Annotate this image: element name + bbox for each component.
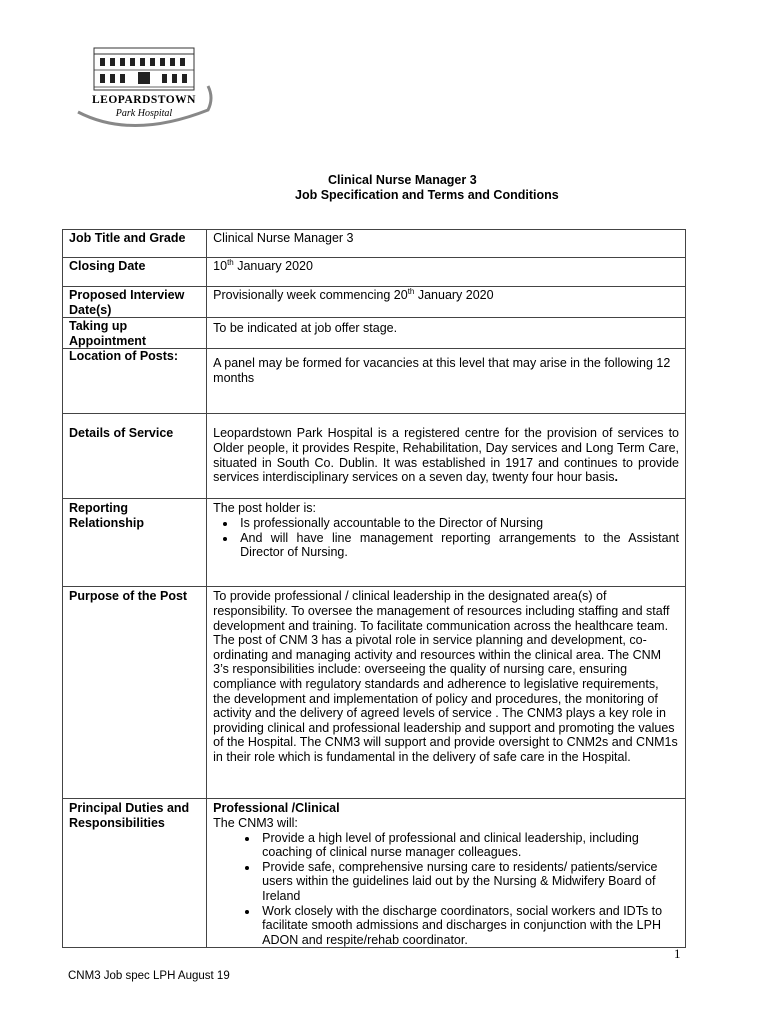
row-value-closing-date xyxy=(207,258,686,287)
hospital-logo xyxy=(72,38,214,130)
row-value-job-title: Clinical Nurse Manager 3 xyxy=(207,230,686,258)
interview-text: Provisionally week commencing 20 xyxy=(213,288,408,302)
table-row xyxy=(63,499,686,587)
list-item: • Provide safe, comprehensive nursing care to residents/ patients/service users within the guidelines laid out by the Nursing & Midwifery Board of Ireland xyxy=(259,860,679,904)
row-value-reporting xyxy=(207,499,686,587)
row-value-purpose xyxy=(207,587,686,799)
row-value-appointment: To be indicated at job offer stage. xyxy=(207,318,686,349)
logo-name: LEOPARDSTOWN xyxy=(92,94,196,106)
closing-suffix: th xyxy=(227,257,234,267)
row-label-details: Details of Service xyxy=(63,414,207,499)
logo-subname: Park Hospital xyxy=(115,108,173,119)
purpose-paragraph-2: The post of CNM 3 has a pivotal role in service planning and development, co-ordinating and managing activity and resources within the clinical area. The CNM 3’s responsibilities include: overseeing the quality of nursing care, ensuring compliance with regulatory standards and adherence to legislative requirements, the development and implementation of policy and procedures, the monitoring of activity and the delivery of agreed levels of service . The CNM3 plays a key role in providing clinical and professional leadership and support and promoting the values of the Hospital. The CNM3 will support and provide oversight to CNM2s and CNM1s in their role which is fundamental in the delivery of safe care in the Hospital. xyxy=(213,633,678,764)
table-row xyxy=(63,414,686,499)
row-value-interview xyxy=(207,287,686,318)
job-spec-table xyxy=(62,229,686,948)
row-label-job-title: Job Title and Grade xyxy=(63,230,207,258)
row-label-location: Location of Posts: xyxy=(63,349,207,414)
closing-day: 10 xyxy=(213,259,228,273)
table-row xyxy=(63,287,686,318)
row-label-purpose: Purpose of the Post xyxy=(63,587,207,799)
list-item: • Provide a high level of professional and clinical leadership, including coaching of clinical nurse manager colleagues. xyxy=(259,831,679,860)
list-item: • Is professionally accountable to the Director of Nursing xyxy=(237,516,679,531)
reporting-intro: The post holder is: xyxy=(213,501,316,516)
row-value-details xyxy=(207,414,686,499)
row-label-duties: Principal Duties and Responsibilities xyxy=(63,799,207,948)
list-item: • And will have line management reporting arrangements to the Assistant Director of Nursing. xyxy=(237,531,679,560)
details-end: . xyxy=(614,470,618,485)
row-value-location: A panel may be formed for vacancies at this level that may arise in the following 12 months xyxy=(207,349,686,414)
row-label-closing-date: Closing Date xyxy=(63,258,207,287)
document-title: Clinical Nurse Manager 3 xyxy=(328,173,477,187)
table-row xyxy=(63,230,686,258)
duties-list xyxy=(213,831,679,948)
table-row xyxy=(63,799,686,948)
purpose-paragraph-1: To provide professional / clinical leadership in the designated area(s) of responsibility. To oversee the management of resources including staffing and staff development and training. To facilitate communication across the healthcare team. xyxy=(213,589,670,633)
row-value-duties xyxy=(207,799,686,948)
row-label-reporting: Reporting Relationship xyxy=(63,499,207,587)
document-subtitle: Job Specification and Terms and Conditions xyxy=(295,188,559,202)
interview-month-year: January 2020 xyxy=(414,288,494,302)
row-label-appointment: Taking up Appointment xyxy=(63,318,207,349)
duties-intro: The CNM3 will: xyxy=(213,815,298,830)
page-number: 1 xyxy=(674,946,681,961)
list-item: • Work closely with the discharge coordinators, social workers and IDTs to facilitate smooth admissions and discharges in conjunction with the LPH ADON and respite/rehab coordinator. xyxy=(259,904,679,948)
document-title-block xyxy=(98,173,770,187)
details-text: Leopardstown Park Hospital is a registered centre for the provision of services to Older people, it provides Respite, Rehabilitation, Day services and Long Term Care, situated in South Co. Dublin. It was established in 1917 and continues to provide services interdisciplinary services on a seven day, twenty four hour basis xyxy=(213,426,679,485)
reporting-list xyxy=(213,516,679,560)
duties-heading: Professional /Clinical xyxy=(213,801,340,816)
document-subtitle-block xyxy=(98,188,770,202)
table-row xyxy=(63,318,686,349)
interview-suffix: th xyxy=(407,286,415,296)
table-row xyxy=(63,587,686,799)
closing-month-year: January 2020 xyxy=(233,259,313,273)
table-row xyxy=(63,349,686,414)
row-label-interview: Proposed Interview Date(s) xyxy=(63,287,207,318)
table-row xyxy=(63,258,686,287)
page-footer: CNM3 Job spec LPH August 19 xyxy=(68,970,230,982)
